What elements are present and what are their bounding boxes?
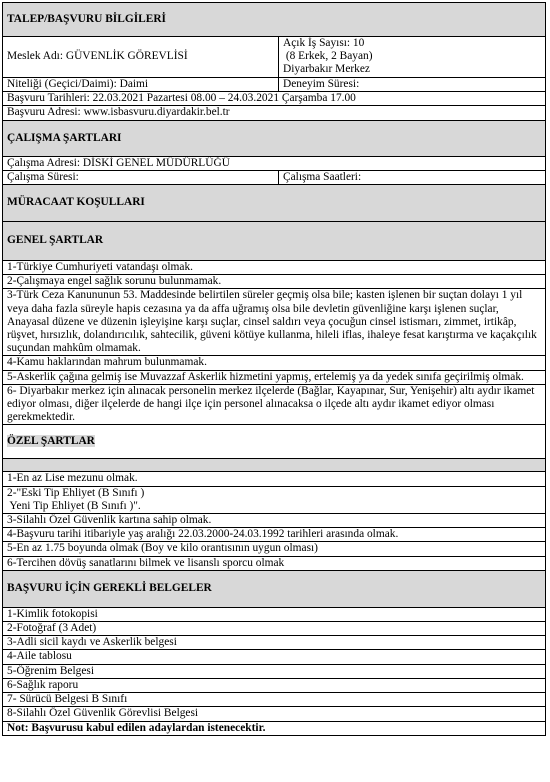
acik-is-cell	[279, 37, 546, 78]
belge-item-2: 2-Fotoğraf (3 Adet)	[3, 622, 546, 636]
talep-header: TALEP/BAŞVURU BİLGİLERİ	[3, 3, 546, 37]
job-posting-document	[2, 2, 545, 736]
belge-item-3: 3-Adli sicil kaydı ve Askerlik belgesi	[3, 636, 546, 650]
belgeler-note: Not: Başvurusu kabul edilen adaylardan istenecektir.	[3, 721, 546, 735]
belge-item-1: 1-Kimlik fotokopisi	[3, 607, 546, 621]
deneyim-suresi: Deneyim Süresi:	[279, 78, 546, 92]
belgeler-header: BAŞVURU İÇİN GEREKLİ BELGELER	[3, 570, 546, 607]
meslek-adi: Meslek Adı: GÜVENLİK GÖREVLİSİ	[3, 37, 279, 78]
genel-item-5: 5-Askerlik çağına gelmiş ise Muvazzaf Askerlik hizmetini yapmış, ertelemiş ya da yedek sınıfa geçirilmiş olmak.	[3, 370, 546, 384]
belge-item-6: 6-Sağlık raporu	[3, 678, 546, 692]
job-posting-table	[2, 2, 546, 736]
belge-item-7: 7- Sürücü Belgesi B Sınıfı	[3, 693, 546, 707]
basvuru-adresi: Başvuru Adresi: www.isbasvuru.diyardakir.bel.tr	[3, 106, 546, 120]
ozel-item-1: 1-En az Lise mezunu olmak.	[3, 472, 546, 486]
niteligi: Niteliği (Geçici/Daimi): Daimi	[3, 78, 279, 92]
calisma-saatleri: Çalışma Saatleri:	[279, 170, 546, 184]
ozel-item-5: 5-En az 1.75 boyunda olmak (Boy ve kilo orantısının uygun olması)	[3, 542, 546, 556]
ozel-header: ÖZEL ŞARTLAR	[7, 435, 95, 448]
basvuru-tarihleri: Başvuru Tarihleri: 22.03.2021 Pazartesi 08.00 – 24.03.2021 Çarşamba 17.00	[3, 92, 546, 106]
belge-item-8: 8-Silahlı Özel Güvenlik Görevlisi Belgesi	[3, 707, 546, 721]
genel-item-6: 6- Diyarbakır merkez için alınacak personelin merkez ilçelerde (Bağlar, Kayapınar, Sur, Yenişehir) altı aydır ikamet ediyor olması, diğer ilçelerde de hangi ilçe için personel alınacaksa o ilçede altı aydır ikamet ediyor olması gerekmektedir.	[3, 384, 546, 425]
genel-item-1: 1-Türkiye Cumhuriyeti vatandaşı olmak.	[3, 261, 546, 275]
acik-is-dagilim: (8 Erkek, 2 Bayan)	[283, 50, 373, 63]
acik-is-yer: Diyarbakır Merkez	[283, 63, 370, 76]
genel-item-4: 4-Kamu haklarından mahrum bulunmamak.	[3, 356, 546, 370]
acik-is-sayisi: Açık İş Sayısı: 10	[283, 37, 365, 49]
ozel-spacer	[3, 459, 546, 472]
ozel-item-2-line-2: Yeni Tip Ehliyet (B Sınıfı )".	[7, 499, 141, 512]
ozel-item-2-line-1: 2-"Eski Tip Ehliyet (B Sınıfı )	[7, 486, 145, 499]
belge-item-5: 5-Öğrenim Belgesi	[3, 664, 546, 678]
ozel-item-3: 3-Silahlı Özel Güvenlik kartına sahip olmak.	[3, 514, 546, 528]
ozel-item-2	[3, 486, 546, 513]
ozel-header-cell	[3, 425, 546, 459]
genel-header: GENEL ŞARTLAR	[3, 222, 546, 261]
calisma-header: ÇALIŞMA ŞARTLARI	[3, 120, 546, 156]
genel-item-2: 2-Çalışmaya engel sağlık sorunu bulunmamak.	[3, 275, 546, 289]
belge-item-4: 4-Aile tablosu	[3, 650, 546, 664]
ozel-item-6: 6-Tercihen dövüş sanatlarını bilmek ve lisanslı sporcu olmak	[3, 556, 546, 570]
ozel-item-4: 4-Başvuru tarihi itibariyle yaş aralığı 22.03.2000-24.03.1992 tarihleri arasında olmak.	[3, 528, 546, 542]
calisma-suresi: Çalışma Süresi:	[3, 170, 279, 184]
calisma-adresi: Çalışma Adresi: DİSKİ GENEL MÜDÜRLÜĞÜ	[3, 156, 546, 170]
genel-item-3: 3-Türk Ceza Kanununun 53. Maddesinde belirtilen süreler geçmiş olsa bile; kasten işlenen bir suçtan dolayı 1 yıl veya daha fazla süreyle hapis cezasına ya da affa uğramış olsa bile devletin güvenliğine karşı işlenen suçlar, Anayasal düzene ve düzenin işleyişine karşı suçlar, cinsel saldırı veya çocuğun cinsel istismarı, zimmet, irtikâp, rüşvet, hırsızlık, dolandırıcılık, sahtecilik, güveni kötüye kullanma, hileli iflas, ihaleye fesat karıştırma ve kaçakçılık suçundan mahkûm olmamak.	[3, 289, 546, 356]
muracaat-header: MÜRACAAT KOŞULLARI	[3, 185, 546, 222]
